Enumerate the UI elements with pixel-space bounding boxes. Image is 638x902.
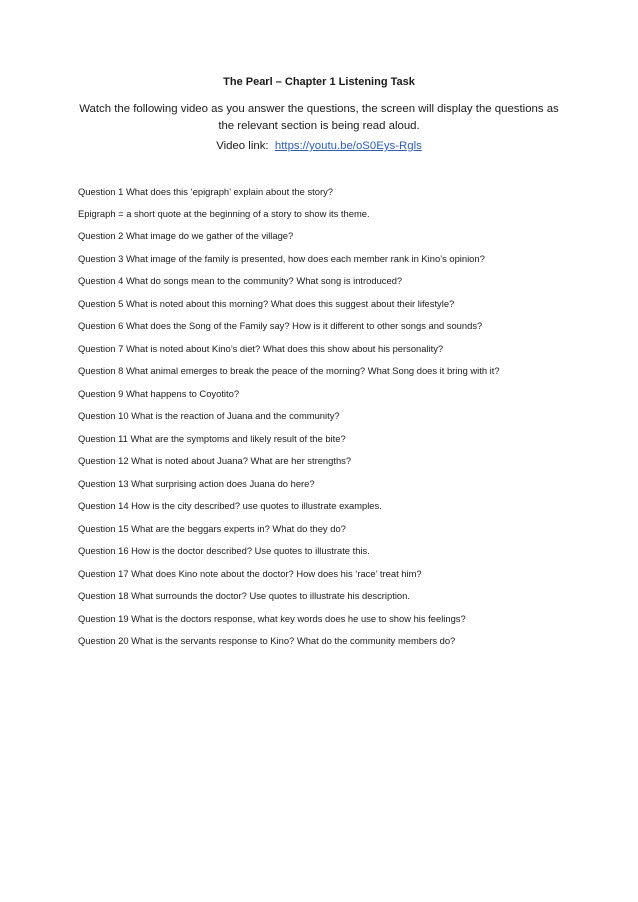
video-link[interactable]: https://youtu.be/oS0Eys-Rgls	[274, 140, 422, 152]
question-18: Question 18 What surrounds the doctor? Use quotes to illustrate his description.	[78, 590, 410, 601]
question-17: Question 17 What does Kino note about the doctor? How does his ‘race’ treat him?	[78, 568, 422, 579]
question-14: Question 14 How is the city described? use quotes to illustrate examples.	[78, 500, 382, 511]
question-1: Question 1 What does this ‘epigraph’ explain about the story?	[78, 186, 334, 197]
question-12: Question 12 What is noted about Juana? What are her strengths?	[78, 455, 352, 466]
question-5: Question 5 What is noted about this morning? What does this suggest about their lifestyle?	[78, 298, 455, 309]
video-line	[0, 139, 638, 154]
question-8: Question 8 What animal emerges to break the peace of the morning? What Song does it bring with it?	[78, 365, 500, 376]
question-11: Question 11 What are the symptoms and likely result of the bite?	[78, 433, 346, 444]
question-9: Question 9 What happens to Coyotito?	[78, 388, 240, 399]
question-7: Question 7 What is noted about Kino’s diet? What does this show about his personality?	[78, 343, 444, 354]
question-16: Question 16 How is the doctor described? Use quotes to illustrate this.	[78, 545, 370, 556]
question-3: Question 3 What image of the family is presented, how does each member rank in Kino’s opinion?	[78, 253, 485, 264]
question-20: Question 20 What is the servants response to Kino? What do the community members do?	[78, 635, 456, 646]
epigraph-definition: Epigraph = a short quote at the beginning of a story to show its theme.	[78, 208, 370, 219]
question-19: Question 19 What is the doctors response, what key words does he use to show his feelings?	[78, 613, 466, 624]
question-15: Question 15 What are the beggars experts in? What do they do?	[78, 523, 346, 534]
question-2: Question 2 What image do we gather of the village?	[78, 230, 294, 241]
question-13: Question 13 What surprising action does Juana do here?	[78, 478, 315, 489]
document-title: The Pearl – Chapter 1 Listening Task	[223, 76, 415, 88]
question-6: Question 6 What does the Song of the Family say? How is it different to other songs and sounds?	[78, 320, 483, 331]
intro-paragraph: Watch the following video as you answer the questions, the screen will display the questions as the relevant section is being read aloud.	[79, 103, 559, 132]
question-10: Question 10 What is the reaction of Juana and the community?	[78, 410, 340, 421]
video-label: Video link:	[216, 140, 269, 152]
question-4: Question 4 What do songs mean to the community? What song is introduced?	[78, 275, 403, 286]
